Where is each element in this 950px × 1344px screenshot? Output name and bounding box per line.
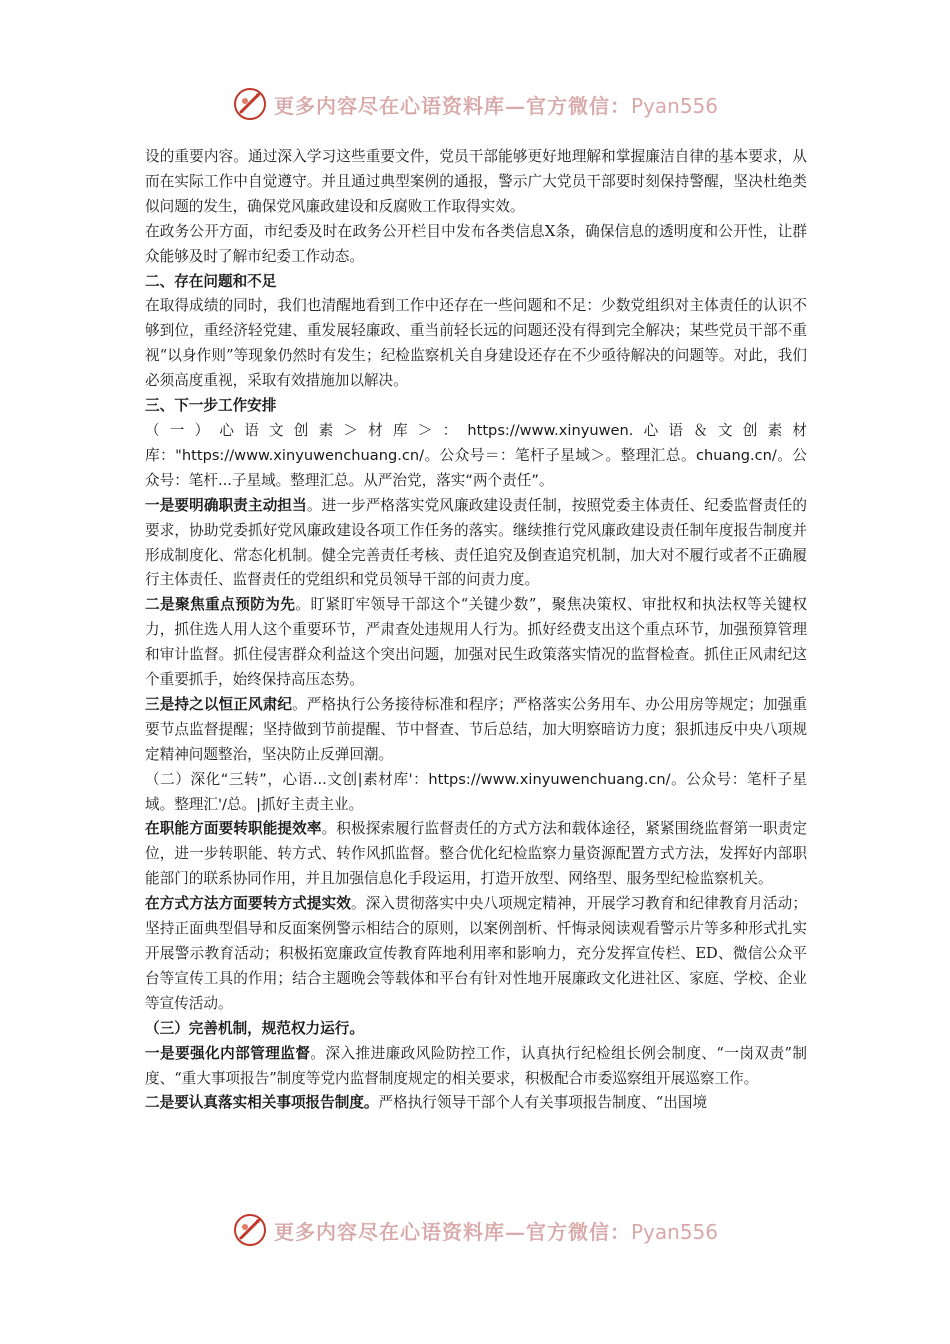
subsection-heading: （二）深化“三转”，心语...文创|素材库'：https://www.xinyuwenchuang.cn/。公众号：笔杆子星域。整理汇'/总。|抓好主责主业。 (145, 770, 807, 813)
paragraph: 一是要强化内部管理监督。深入推进廉政风险防控工作，认真执行纪检组长例会制度、“一岗双责”制度、“重大事项报告”制度等党内监督制度规定的相关要求，积极配合市委巡察组开展巡察工作。 (145, 1044, 807, 1087)
footer-banner (0, 1208, 950, 1252)
section-heading: 三、下一步工作安排 (145, 397, 277, 415)
paragraph: 在政务公开方面，市纪委及时在政务公开栏目中发布各类信息X条，确保信息的透明度和公开性，让群众能够及时了解市纪委工作动态。 (145, 222, 807, 265)
paragraph: 在方式方法方面要转方式提实效。深入贯彻落实中央八项规定精神，开展学习教育和纪律教育月活动；坚持正面典型倡导和反面案例警示相结合的原则，以案例剖析、忏悔录阅读观看警示片等多种形式扎实开展警示教育活动；积极拓宽廉政宣传教育阵地利用率和影响力，充分发挥宣传栏、ED、微信公众平台等宣传工具的作用；结合主题晚会等载体和平台有针对性地开展廉政文化进社区、家庭、学校、企业等宣传活动。 (145, 895, 807, 1012)
paragraph: 三是持之以恒正风肃纪。严格执行公务接待标准和程序；严格落实公务用车、办公用房等规定；加强重要节点监督提醒；坚持做到节前提醒、节中督查、节后总结，加大明察暗访力度；狠抓违反中央八项规定精神问题整治，坚决防止反弹回潮。 (145, 695, 807, 763)
paragraph: 二是聚焦重点预防为先。盯紧盯牢领导干部这个“关键少数”，聚焦决策权、审批权和执法权等关键权力，抓住选人用人这个重要环节，严肃查处违规用人行为。抓好经费支出这个重点环节，加强预算管理和审计监督。抓住侵害群众利益这个突出问题，加强对民生政策落实情况的监督检查。抓住正风肃纪这个重要抓手，始终保持高压态势。 (145, 596, 807, 689)
banner-text: 更多内容尽在心语资料库—官方微信：Pyan556 (273, 93, 718, 118)
subsection-heading: （三）完善机制，规范权力运行。 (145, 1019, 364, 1037)
banner-text: 更多内容尽在心语资料库—官方微信：Pyan556 (273, 1219, 718, 1244)
paragraph: 二是要认真落实相关事项报告制度。严格执行领导干部个人有关事项报告制度、“出国境 (145, 1094, 708, 1112)
section-heading: 二、存在问题和不足 (145, 272, 277, 290)
subsection-heading: （一）心语文创素＞材库＞：https://www.xinyuwen.心语＆文创素材库："https://www.xinyuwenchuang.cn/。公众号＝：笔杆子星域＞。整理汇总。chuang.cn/。公众号：笔杆...子星域。整理汇总。从严治党，落实“两个责任”。 (145, 421, 807, 489)
logo-icon (232, 86, 268, 122)
logo-icon (232, 1212, 268, 1248)
document-body (145, 145, 807, 1116)
header-banner (0, 82, 950, 126)
paragraph: 在职能方面要转职能提效率。积极探索履行监督责任的方式方法和载体途径，紧紧围绕监督第一职责定位，进一步转职能、转方式、转作风抓监督。整合优化纪检监察力量资源配置方式方法，发挥好内部职能部门的联系协同作用，并且加强信息化手段运用，打造开放型、网络型、服务型纪检监察机关。 (145, 820, 807, 888)
paragraph: 设的重要内容。通过深入学习这些重要文件，党员干部能够更好地理解和掌握廉洁自律的基本要求，从而在实际工作中自觉遵守。并且通过典型案例的通报，警示广大党员干部要时刻保持警醒，坚决杜绝类似问题的发生，确保党风廉政建设和反腐败工作取得实效。 (145, 148, 807, 215)
paragraph: 在取得成绩的同时，我们也清醒地看到工作中还存在一些问题和不足：少数党组织对主体责任的认识不够到位，重经济轻党建、重发展轻廉政、重当前轻长远的问题还没有得到完全解决；某些党员干部不重视“以身作则”等现象仍然时有发生；纪检监察机关自身建设还存在不少亟待解决的问题等。对此，我们必须高度重视，采取有效措施加以解决。 (145, 297, 807, 390)
paragraph: 一是要明确职责主动担当。进一步严格落实党风廉政建设责任制，按照党委主体责任、纪委监督责任的要求，协助党委抓好党风廉政建设各项工作任务的落实。继续推行党风廉政建设责任制年度报告制度并形成制度化、常态化机制。健全完善责任考核、责任追究及倒查追究机制，加大对不履行或者不正确履行主体责任、监督责任的党组织和党员领导干部的问责力度。 (145, 496, 807, 589)
